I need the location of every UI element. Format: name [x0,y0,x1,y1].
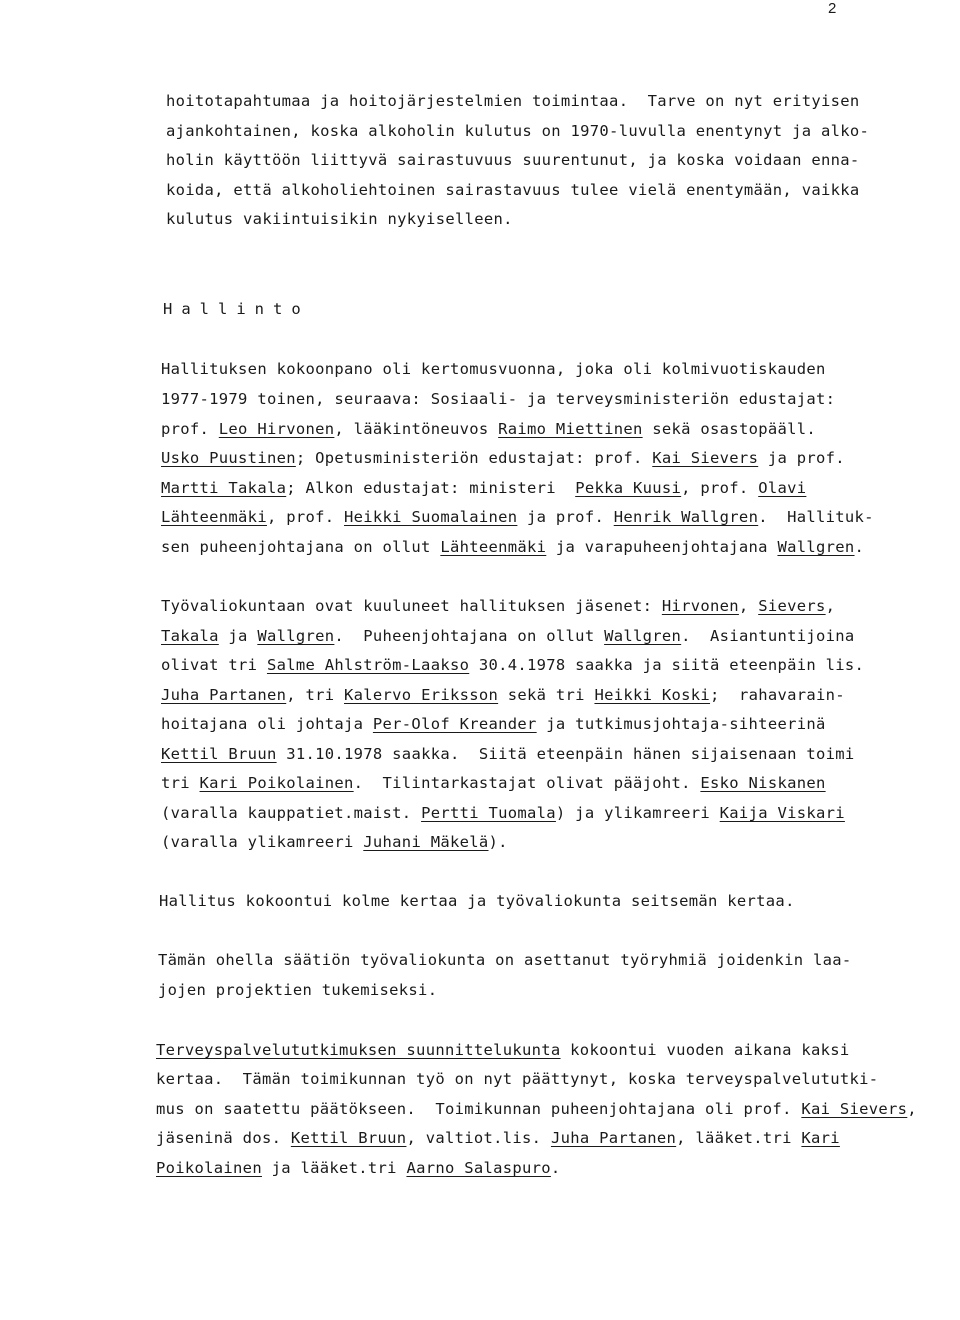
text-fragment: ; Opetusministeriön edustajat: prof. [295,449,653,467]
person-name: Juha Partanen [550,1129,677,1147]
text-fragment: ja [218,627,258,645]
text-fragment: , valtiot.lis. [406,1129,551,1147]
text-line [161,508,874,526]
person-name: Heikki Suomalainen [344,508,518,526]
text-line: holin käyttöön liittyvä sairastuvuus suurentunut, ja koska voidaan enna- [166,151,860,169]
text-line: kulutus vakiintuisikin nykyiselleen. [166,210,513,228]
person-name: Heikki Koski [594,686,711,704]
text-fragment: olivat tri [161,656,267,674]
text-line [156,1129,840,1147]
text-fragment: , prof. [681,479,759,497]
text-fragment: . [854,538,865,556]
text-fragment: . Asiantuntijoina [681,627,855,645]
person-name: Lähteenmäki [161,508,267,526]
text-fragment: , lääkintöneuvos [334,420,499,438]
text-line [161,597,835,615]
text-fragment: , tri [286,686,345,704]
person-name: Kalervo Eriksson [344,686,499,704]
text-fragment: ja tutkimusjohtaja-sihteerinä [536,715,826,733]
text-fragment: , [738,597,759,615]
text-line [161,656,864,674]
committee-name: Terveyspalvelututkimuksen suunnittelukunta [156,1041,561,1059]
text-fragment: ja lääket.tri [261,1159,407,1177]
text-fragment: , prof. [266,508,345,526]
person-name: Poikolainen [156,1159,262,1177]
text-line [161,538,864,556]
text-fragment: sekä osastopääll. [642,420,816,438]
text-fragment: (varalla kauppatiet.maist. [161,804,422,822]
person-name: Raimo Miettinen [498,420,643,438]
person-name: Olavi [758,479,807,497]
text-fragment: . Tilintarkastajat olivat pääjoht. [353,774,701,792]
person-name: Kettil Bruun [290,1129,407,1147]
text-line [156,1041,850,1059]
page-number: 2 [828,0,837,17]
text-fragment: (varalla ylikamreeri [161,833,364,851]
text-fragment: . Puheenjohtajana on ollut [334,627,605,645]
person-name: Leo Hirvonen [218,420,335,438]
text-line: ajankohtainen, koska alkoholin kulutus on 1970-luvulla enentynyt ja alko- [166,122,870,140]
text-fragment: 31.10.1978 saakka. Siitä eteenpäin hänen sijaisenaan toimi [276,745,855,763]
text-fragment: , lääket.tri [676,1129,802,1147]
person-name: Kai Sievers [652,449,759,467]
text-fragment: ja prof. [517,508,614,526]
text-fragment: 30.4.1978 saakka ja siitä eteenpäin lis. [469,656,865,674]
person-name: Kai Sievers [801,1100,908,1118]
person-name: Sievers [758,597,826,615]
person-name: Wallgren [257,627,335,645]
text-fragment: ja prof. [758,449,845,467]
person-name: Pertti Tuomala [421,804,556,822]
person-name: Wallgren [777,538,855,556]
text-fragment: prof. [161,420,219,438]
text-line [161,479,806,497]
person-name: Salme Ahlström-Laakso [266,656,470,674]
text-fragment: sekä tri [498,686,595,704]
meetings-sentence: Hallitus kokoontui kolme kertaa ja työvaliokunta seitsemän kertaa. [159,892,795,910]
text-fragment: ). [488,833,508,851]
person-name: Wallgren [604,627,682,645]
person-name: Esko Niskanen [700,774,826,792]
text-fragment: Työvaliokuntaan ovat kuuluneet hallituksen jäsenet: [161,597,662,615]
person-name: Juhani Mäkelä [363,833,489,851]
person-name: Kettil Bruun [161,745,277,763]
text-line: jojen projektien tukemiseksi. [158,981,438,999]
text-fragment: ; rahavarain- [710,686,845,704]
text-line [161,774,826,792]
text-fragment: sen puheenjohtajana on ollut [161,538,441,556]
text-line [161,686,845,704]
text-fragment: tri [161,774,200,792]
text-fragment: . Hallituk- [758,508,874,526]
person-name: Takala [161,627,219,645]
person-name: Kaija Viskari [719,804,845,822]
text-line: 1977-1979 toinen, seuraava: Sosiaali- ja terveysministeriön edustajat: [161,390,836,408]
text-line [156,1100,917,1118]
text-line [156,1159,561,1177]
text-line: koida, että alkoholiehtoinen sairastavuus tulee vielä enentymään, vaikka [166,181,860,199]
text-fragment: . [550,1159,561,1177]
text-line [161,420,816,438]
person-name: Kari Poikolainen [199,774,354,792]
text-line [161,804,845,822]
text-line [161,833,508,851]
person-name: Juha Partanen [161,686,287,704]
text-line [161,449,845,467]
text-fragment: ) ja ylikamreeri [555,804,720,822]
person-name: Henrik Wallgren [613,508,759,526]
person-name: Pekka Kuusi [575,479,682,497]
text-fragment: , [907,1100,917,1118]
person-name: Hirvonen [661,597,739,615]
text-line: Hallituksen kokoonpano oli kertomusvuonna, joka oli kolmivuotiskauden [161,360,826,378]
text-fragment: , [825,597,836,615]
person-name: Lähteenmäki [440,538,547,556]
text-line [161,627,855,645]
section-heading: Hallinto [163,300,310,318]
text-fragment: kokoontui vuoden aikana kaksi [560,1041,850,1059]
person-name: Usko Puustinen [161,449,296,467]
text-fragment: mus on saatettu päätökseen. Toimikunnan puheenjohtajana oli prof. [156,1100,802,1118]
person-name: Kari [801,1129,840,1147]
text-line: Tämän ohella säätiön työvaliokunta on asettanut työryhmiä joidenkin laa- [158,951,852,969]
person-name: Martti Takala [161,479,287,497]
text-line [161,745,855,763]
person-name: Aarno Salaspuro [406,1159,551,1177]
text-line [161,715,826,733]
text-fragment: jäseninä dos. [156,1129,291,1147]
text-fragment: ; Alkon edustajat: ministeri [286,479,576,497]
text-line: kertaa. Tämän toimikunnan työ on nyt päättynyt, koska terveyspalvelututki- [156,1070,879,1088]
text-fragment: ja varapuheenjohtajana [546,538,778,556]
text-line: hoitotapahtumaa ja hoitojärjestelmien toimintaa. Tarve on nyt erityisen [166,92,860,110]
person-name: Per-Olof Kreander [372,715,537,733]
text-fragment: hoitajana oli johtaja [161,715,373,733]
